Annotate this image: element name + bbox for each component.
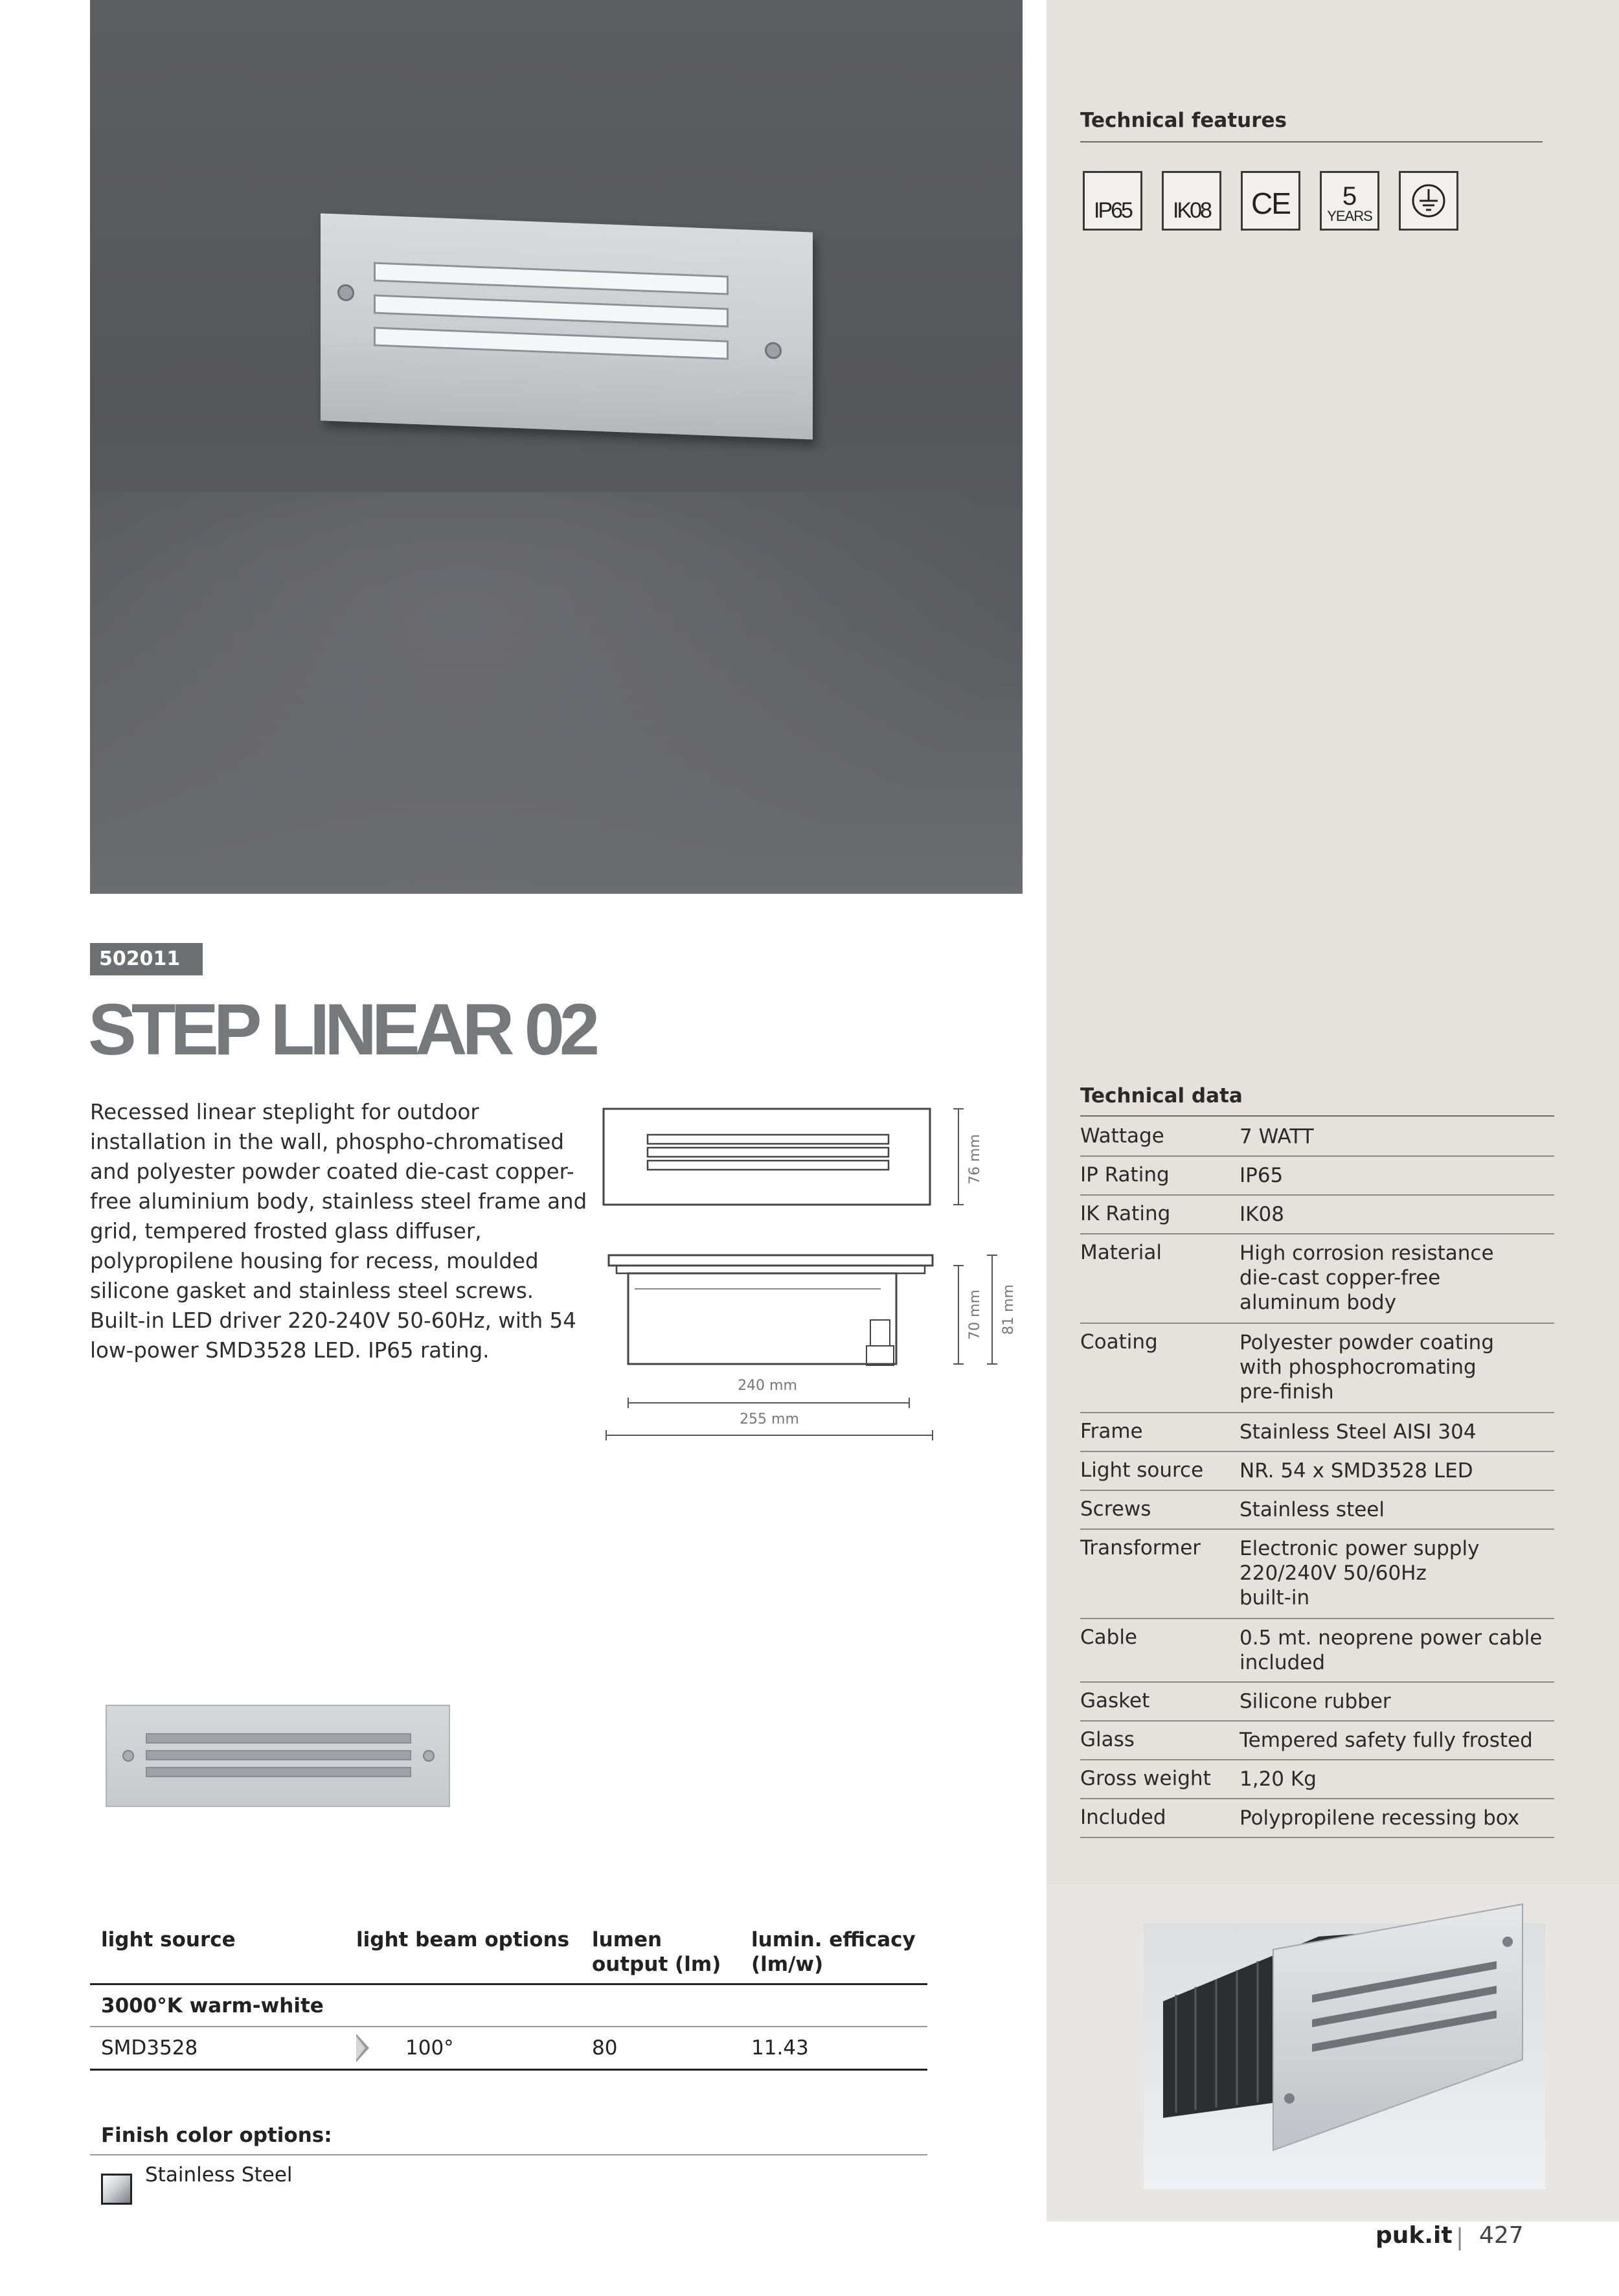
steplight-faceplate — [321, 213, 813, 439]
product-front-photo — [106, 1705, 450, 1807]
product-render-image — [1047, 1885, 1619, 2222]
tech-data-row — [1080, 1233, 1554, 1324]
tech-data-row — [1080, 1117, 1554, 1157]
beam-angle-icon — [356, 2034, 372, 2062]
tech-data-row — [1080, 1412, 1554, 1452]
page-number: 427 — [1479, 2222, 1524, 2249]
tech-data-key: Wattage — [1080, 1124, 1164, 1148]
footer-separator: | — [1456, 2224, 1464, 2251]
tech-data-value: IP65 — [1240, 1164, 1284, 1187]
tech-data-row — [1080, 1798, 1554, 1838]
tech-data-key: IP Rating — [1080, 1163, 1170, 1187]
tech-data-key: Gasket — [1080, 1689, 1150, 1712]
tech-data-key: Glass — [1080, 1728, 1135, 1751]
tech-data-key: Light source — [1080, 1459, 1204, 1482]
features-rule — [1080, 141, 1543, 142]
dim-body-height: 70 mm — [967, 1290, 983, 1340]
tech-data-row — [1080, 1618, 1554, 1683]
product-hero-photo — [90, 0, 1023, 894]
product-code: 502011 — [90, 943, 203, 975]
tech-data-key: Gross weight — [1080, 1767, 1211, 1790]
finish-heading: Finish color options: — [101, 2124, 332, 2147]
tech-data-row — [1080, 1323, 1554, 1413]
tech-data-row — [1080, 1194, 1554, 1234]
tech-data-key: Coating — [1080, 1330, 1158, 1354]
table-cell-lumen: 80 — [592, 2036, 618, 2060]
col-header-lumen: lumen output (lm) — [592, 1928, 721, 1976]
ik08-icon: IK08 — [1162, 171, 1221, 231]
side-view — [628, 1273, 896, 1364]
tech-data-row — [1080, 1451, 1554, 1491]
earth-ground-icon — [1399, 171, 1458, 231]
tech-data-key: Screws — [1080, 1497, 1151, 1521]
features-heading: Technical features — [1080, 109, 1287, 132]
tech-data-row — [1080, 1155, 1554, 1196]
tech-data-row — [1080, 1681, 1554, 1722]
product-description: Recessed linear steplight for outdoor installation in the wall, phospho-chromatised and polyester powder coated die-cast copper-free aluminium body, stainless steel frame and grid, tempered frosted glass diffuser, polypropilene housing for recess, moulded silicone gasket and stainless steel screws. Built-in LED driver 220-240V 50-60Hz, with 54 low-power SMD3528 LED. IP65 rating. — [90, 1100, 587, 1363]
col-header-efficacy: lumin. efficacy (lm/w) — [751, 1928, 916, 1976]
warranty-5-years-icon: 5 YEARS — [1320, 171, 1379, 231]
tech-data-key: Transformer — [1080, 1536, 1201, 1560]
col-header-beam: light beam options — [356, 1928, 570, 1951]
product-render-panel — [1047, 1885, 1619, 2222]
col-header-light-source: light source — [101, 1928, 236, 1951]
dim-front-height: 76 mm — [967, 1134, 983, 1185]
dim-total-height: 81 mm — [1001, 1284, 1017, 1335]
tech-data-value: NR. 54 x SMD3528 LED — [1240, 1459, 1473, 1483]
tech-data-row — [1080, 1720, 1554, 1760]
tech-data-row — [1080, 1490, 1554, 1530]
tech-data-key: Included — [1080, 1806, 1166, 1829]
tech-data-value: 1,20 Kg — [1240, 1767, 1317, 1791]
tech-data-value: Polypropilene recessing box — [1240, 1806, 1520, 1830]
finish-option-label: Stainless Steel — [145, 2163, 293, 2187]
tech-data-value: Electronic power supply 220/240V 50/60Hz built-in — [1240, 1537, 1480, 1609]
table-cell-efficacy: 11.43 — [751, 2036, 809, 2060]
tech-data-value: Stainless steel — [1240, 1498, 1385, 1521]
ce-mark-icon: CE — [1241, 171, 1300, 231]
tech-data-value: IK08 — [1240, 1203, 1284, 1226]
dim-total-width: 255 mm — [740, 1411, 799, 1427]
brand-url[interactable]: puk.it — [1376, 2222, 1453, 2249]
tech-data-value: Silicone rubber — [1240, 1690, 1391, 1713]
tech-data-key: Cable — [1080, 1626, 1138, 1649]
color-temperature-group: 3000°K warm-white — [101, 1994, 324, 2018]
tech-data-key: Frame — [1080, 1420, 1143, 1443]
tech-data-value: Polyester powder coating with phosphocromating pre-finish — [1240, 1331, 1495, 1404]
tech-data-value: 7 WATT — [1240, 1125, 1314, 1148]
tech-data-value: Tempered safety fully frosted — [1240, 1729, 1533, 1752]
tech-data-row — [1080, 1759, 1554, 1799]
tech-data-key: Material — [1080, 1241, 1162, 1264]
technical-data-heading: Technical data — [1080, 1084, 1243, 1108]
table-cell-beam: 100° — [405, 2036, 454, 2060]
table-cell-source: SMD3528 — [101, 2036, 198, 2060]
tech-data-row — [1080, 1529, 1554, 1619]
stainless-steel-swatch — [101, 2174, 132, 2205]
product-title: STEP LINEAR 02 — [88, 989, 595, 1070]
tech-data-value: Stainless Steel AISI 304 — [1240, 1420, 1477, 1444]
tech-data-value: High corrosion resistance die-cast copper-free aluminum body — [1240, 1242, 1494, 1314]
ip65-icon: IP65 — [1083, 171, 1142, 231]
tech-data-value: 0.5 mt. neoprene power cable included — [1240, 1626, 1543, 1674]
dimension-drawing — [596, 1101, 1023, 1451]
dim-body-width: 240 mm — [738, 1378, 797, 1394]
tech-data-key: IK Rating — [1080, 1202, 1171, 1225]
